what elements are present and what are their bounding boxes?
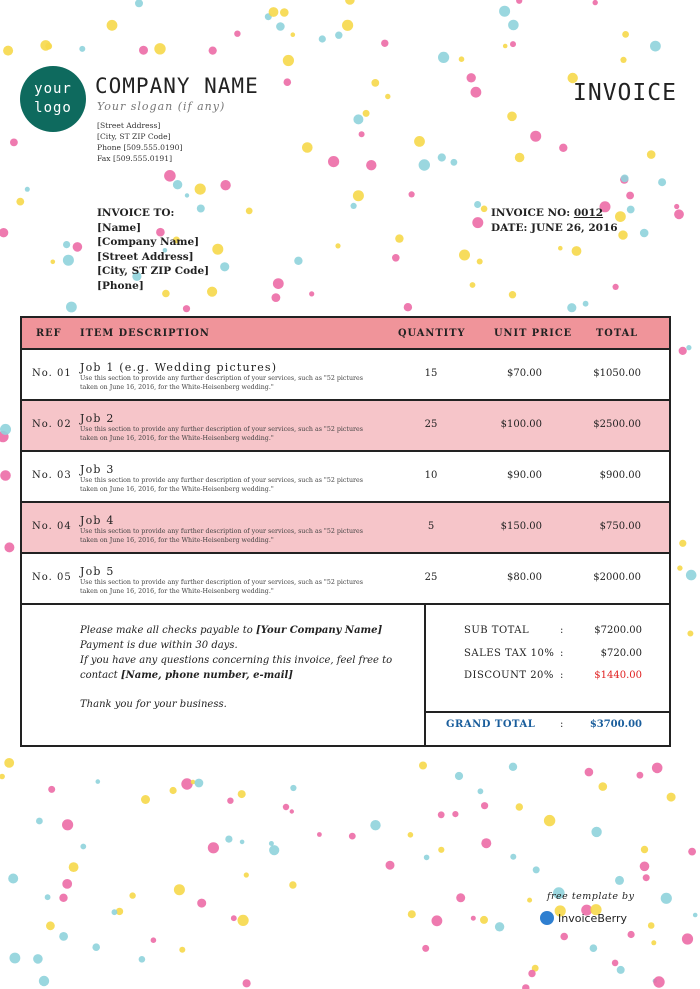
- logo-text-line2: logo: [34, 100, 72, 116]
- background-dot: [349, 833, 356, 840]
- background-dot: [283, 804, 289, 810]
- background-dot: [353, 190, 364, 201]
- background-dot: [559, 144, 567, 152]
- background-dot: [59, 894, 67, 902]
- background-dot: [45, 43, 52, 50]
- credit-text: free template by: [547, 891, 635, 902]
- background-dot: [238, 915, 249, 926]
- bill-to-phone: [Phone]: [97, 279, 144, 292]
- bill-to-city: [City, ST ZIP Code]: [97, 265, 210, 278]
- background-dot: [516, 803, 523, 810]
- background-dot: [220, 180, 230, 190]
- background-dot: [39, 976, 49, 986]
- background-dot: [583, 301, 589, 307]
- header-ref: REF: [36, 328, 62, 339]
- background-dot: [62, 819, 73, 830]
- background-dot: [558, 246, 563, 251]
- company-city: [City, ST ZIP Code]: [97, 132, 171, 141]
- row-ref: No. 04: [32, 521, 72, 532]
- background-dot: [451, 159, 458, 166]
- background-dot: [225, 836, 232, 843]
- background-dot: [10, 953, 21, 964]
- background-dot: [395, 234, 403, 242]
- background-dot: [79, 46, 85, 52]
- row-total: $900.00: [599, 470, 641, 481]
- grand-total-divider: [424, 711, 669, 713]
- background-dot: [0, 228, 8, 237]
- background-dot: [59, 932, 68, 941]
- background-dot: [626, 192, 634, 200]
- background-dot: [174, 884, 185, 895]
- background-dot: [591, 827, 601, 837]
- background-dot: [291, 32, 296, 37]
- background-dot: [620, 57, 626, 63]
- background-dot: [197, 899, 206, 908]
- background-dot: [409, 191, 415, 197]
- background-dot: [459, 250, 470, 261]
- row-total: $2000.00: [593, 572, 641, 583]
- background-dot: [234, 31, 240, 37]
- background-dot: [0, 774, 5, 780]
- company-fax: Fax [509.555.0191]: [97, 154, 173, 163]
- background-dot: [366, 160, 376, 170]
- bill-to-block: [97, 206, 209, 294]
- subtotal-colon: :: [560, 625, 564, 636]
- background-dot: [290, 809, 294, 813]
- background-dot: [284, 78, 292, 86]
- background-dot: [478, 788, 484, 794]
- background-dot: [648, 922, 655, 929]
- background-dot: [170, 787, 177, 794]
- bill-to-name: [Name]: [97, 221, 142, 234]
- company-address: [97, 120, 182, 164]
- background-dot: [612, 960, 619, 967]
- background-dot: [438, 811, 445, 818]
- background-dot: [179, 947, 185, 953]
- payment-notes: [80, 623, 410, 712]
- background-dot: [63, 255, 74, 266]
- background-dot: [652, 763, 663, 774]
- background-dot: [432, 915, 443, 926]
- table-row: [20, 452, 671, 503]
- note-questions: If you have any questions concerning this invoice, feel free to: [80, 655, 393, 666]
- background-dot: [8, 874, 18, 884]
- background-dot: [628, 931, 635, 938]
- invoice-number-label: INVOICE NO:: [491, 207, 571, 219]
- background-dot: [345, 0, 355, 5]
- background-dot: [651, 940, 656, 945]
- background-dot: [139, 46, 148, 55]
- row-title: Job 2: [80, 412, 115, 425]
- background-dot: [309, 291, 314, 296]
- background-dot: [69, 862, 79, 872]
- background-dot: [289, 881, 296, 888]
- background-dot: [424, 855, 430, 861]
- row-description: Use this section to provide any further description of your services, such as "52 pictures taken on June 16, 2016, for the White-Heisenberg wedding.": [80, 528, 363, 544]
- row-title: Job 4: [80, 514, 115, 527]
- background-dot: [572, 246, 582, 256]
- background-dot: [33, 954, 43, 964]
- background-dot: [351, 203, 357, 209]
- background-dot: [455, 772, 463, 780]
- background-dot: [283, 55, 294, 66]
- background-dot: [363, 110, 370, 117]
- background-dot: [679, 540, 686, 547]
- background-dot: [560, 933, 568, 941]
- background-dot: [141, 795, 150, 804]
- note-contact-details: [Name, phone number, e-mail]: [120, 670, 294, 681]
- invoiceberry-brand: InvoiceBerry: [558, 911, 628, 925]
- background-dot: [471, 916, 476, 921]
- background-dot: [599, 782, 608, 791]
- background-dot: [290, 785, 296, 791]
- table-row: [20, 554, 671, 605]
- background-dot: [129, 892, 135, 898]
- row-title: Job 5: [80, 565, 115, 578]
- background-dot: [73, 242, 83, 252]
- background-dot: [195, 184, 206, 195]
- background-dot: [618, 230, 627, 239]
- background-dot: [419, 762, 427, 770]
- background-dot: [408, 832, 414, 838]
- table-footer: [20, 605, 671, 747]
- invoice-meta: [491, 206, 618, 236]
- background-dot: [4, 758, 14, 768]
- background-dot: [328, 156, 339, 167]
- bill-to-company: [Company Name]: [97, 236, 200, 249]
- invoiceberry-link[interactable]: [540, 911, 627, 925]
- background-dot: [269, 841, 274, 846]
- bill-to-heading: INVOICE TO:: [97, 207, 175, 219]
- background-dot: [693, 913, 698, 918]
- background-dot: [438, 52, 449, 63]
- row-unit-price: $150.00: [500, 521, 542, 532]
- sales-tax-label: SALES TAX 10%: [464, 648, 555, 659]
- note-payable-company: [Your Company Name]: [256, 625, 383, 636]
- background-dot: [96, 779, 101, 784]
- background-dot: [195, 779, 204, 788]
- table-header: [20, 316, 671, 350]
- background-dot: [112, 909, 118, 915]
- background-dot: [470, 282, 476, 288]
- background-dot: [16, 198, 24, 206]
- footer-divider: [424, 605, 426, 745]
- background-dot: [509, 763, 517, 771]
- background-dot: [477, 259, 483, 265]
- background-dot: [273, 278, 284, 289]
- background-dot: [183, 305, 190, 312]
- background-dot: [317, 832, 322, 837]
- background-dot: [471, 87, 482, 98]
- background-dot: [62, 879, 72, 889]
- header-quantity: QUANTITY: [398, 328, 466, 339]
- background-dot: [481, 206, 488, 213]
- discount-colon: :: [560, 670, 564, 681]
- background-dot: [459, 56, 465, 62]
- background-dot: [516, 0, 522, 4]
- background-dot: [533, 866, 540, 873]
- row-unit-price: $70.00: [507, 368, 542, 379]
- background-dot: [246, 208, 253, 215]
- background-dot: [452, 811, 458, 817]
- background-dot: [212, 244, 223, 255]
- row-total: $1050.00: [593, 368, 641, 379]
- company-logo: [20, 66, 86, 132]
- background-dot: [92, 943, 100, 951]
- background-dot: [661, 893, 672, 904]
- background-dot: [46, 921, 55, 930]
- background-dot: [319, 35, 326, 42]
- background-dot: [66, 302, 77, 313]
- background-dot: [510, 854, 516, 860]
- background-dot: [677, 565, 682, 570]
- background-dot: [499, 6, 510, 17]
- background-dot: [567, 303, 576, 312]
- background-dot: [359, 131, 365, 137]
- background-dot: [139, 956, 146, 963]
- background-dot: [335, 32, 342, 39]
- background-dot: [653, 976, 664, 987]
- background-dot: [621, 175, 629, 183]
- background-dot: [335, 243, 340, 248]
- background-dot: [422, 945, 429, 952]
- header-description: ITEM DESCRIPTION: [80, 328, 210, 339]
- row-description: Use this section to provide any further description of your services, such as "52 pictures taken on June 16, 2016, for the White-Heisenberg wedding.": [80, 375, 363, 391]
- row-quantity: 15: [424, 368, 438, 379]
- background-dot: [302, 142, 313, 153]
- background-dot: [544, 815, 555, 826]
- table-row: [20, 503, 671, 554]
- background-dot: [0, 470, 11, 481]
- invoiceberry-logo-icon: [540, 911, 554, 925]
- background-dot: [640, 862, 650, 872]
- background-dot: [0, 424, 11, 435]
- background-dot: [154, 43, 165, 54]
- sales-tax-colon: :: [560, 648, 564, 659]
- background-dot: [135, 0, 143, 7]
- background-dot: [419, 159, 430, 170]
- row-title: Job 1 (e.g. Wedding pictures): [80, 361, 278, 374]
- background-dot: [456, 893, 465, 902]
- background-dot: [686, 570, 697, 581]
- background-dot: [627, 206, 635, 214]
- background-dot: [272, 293, 281, 302]
- header-total: TOTAL: [596, 328, 639, 339]
- background-dot: [381, 40, 388, 47]
- background-dot: [688, 848, 696, 856]
- background-dot: [243, 979, 251, 987]
- background-dot: [640, 229, 649, 238]
- row-title: Job 3: [80, 463, 115, 476]
- table-row: [20, 350, 671, 401]
- background-dot: [173, 180, 182, 189]
- background-dot: [637, 772, 644, 779]
- background-dot: [164, 170, 176, 182]
- background-dot: [617, 966, 625, 974]
- row-quantity: 10: [424, 470, 438, 481]
- background-dot: [480, 916, 488, 924]
- background-dot: [414, 136, 425, 147]
- background-dot: [45, 894, 51, 900]
- row-quantity: 5: [427, 521, 435, 532]
- row-description: Use this section to provide any further description of your services, such as "52 pictures taken on June 16, 2016, for the White-Heisenberg wedding.": [80, 579, 363, 595]
- background-dot: [36, 818, 43, 825]
- row-ref: No. 01: [32, 368, 72, 379]
- note-payable: [80, 623, 410, 638]
- row-quantity: 25: [424, 419, 438, 430]
- background-dot: [386, 861, 395, 870]
- background-dot: [658, 178, 666, 186]
- company-name: COMPANY NAME: [95, 74, 259, 98]
- row-description: Use this section to provide any further description of your services, such as "52 pictures taken on June 16, 2016, for the White-Heisenberg wedding.": [80, 426, 363, 442]
- background-dot: [495, 922, 504, 931]
- background-dot: [63, 241, 70, 248]
- background-dot: [269, 7, 279, 17]
- background-dot: [48, 786, 55, 793]
- background-dot: [474, 201, 481, 208]
- background-dot: [438, 847, 444, 853]
- background-dot: [667, 793, 676, 802]
- row-total: $750.00: [599, 521, 641, 532]
- row-ref: No. 03: [32, 470, 72, 481]
- discount-label: DISCOUNT 20%: [464, 670, 554, 681]
- background-dot: [244, 872, 249, 877]
- subtotal-label: SUB TOTAL: [464, 625, 530, 636]
- background-dot: [472, 217, 483, 228]
- background-dot: [467, 73, 476, 82]
- background-dot: [4, 542, 14, 552]
- background-dot: [686, 345, 691, 350]
- note-due: Payment is due within 30 days.: [80, 640, 238, 651]
- background-dot: [527, 898, 532, 903]
- grand-total-label: GRAND TOTAL: [446, 719, 536, 730]
- company-slogan: Your slogan (if any): [97, 100, 226, 113]
- background-dot: [353, 114, 363, 124]
- row-quantity: 25: [424, 572, 438, 583]
- background-dot: [185, 193, 189, 197]
- background-dot: [209, 47, 217, 55]
- background-dot: [238, 790, 246, 798]
- background-dot: [408, 910, 416, 918]
- background-dot: [481, 802, 488, 809]
- note-contact-text: contact: [80, 670, 121, 681]
- background-dot: [151, 937, 157, 943]
- bill-to-street: [Street Address]: [97, 250, 194, 263]
- background-dot: [107, 20, 118, 31]
- background-dot: [481, 838, 491, 848]
- background-dot: [342, 20, 353, 31]
- background-dot: [508, 20, 519, 31]
- background-dot: [687, 631, 693, 637]
- background-dot: [181, 778, 192, 789]
- background-dot: [674, 209, 684, 219]
- background-dot: [231, 915, 237, 921]
- row-unit-price: $80.00: [507, 572, 542, 583]
- background-dot: [647, 150, 656, 159]
- background-dot: [392, 254, 400, 262]
- background-dot: [227, 798, 233, 804]
- row-unit-price: $90.00: [507, 470, 542, 481]
- note-payable-text: Please make all checks payable to: [80, 625, 256, 636]
- background-dot: [615, 876, 624, 885]
- background-dot: [510, 41, 516, 47]
- row-total: $2500.00: [593, 419, 641, 430]
- invoice-number-line: [491, 206, 618, 221]
- background-dot: [530, 131, 541, 142]
- grand-total-colon: :: [560, 719, 564, 730]
- background-dot: [51, 260, 56, 265]
- background-dot: [643, 874, 650, 881]
- row-ref: No. 05: [32, 572, 72, 583]
- background-dot: [679, 347, 687, 355]
- background-dot: [674, 204, 679, 209]
- background-dot: [208, 842, 219, 853]
- header-unit-price: UNIT PRICE: [494, 328, 573, 339]
- grand-total-value: $3700.00: [589, 719, 642, 730]
- row-ref: No. 02: [32, 419, 72, 430]
- background-dot: [385, 94, 390, 99]
- background-dot: [276, 22, 285, 31]
- note-contact: [80, 668, 410, 683]
- company-street: [Street Address]: [97, 121, 161, 130]
- background-dot: [370, 820, 380, 830]
- invoice-number: 0012: [573, 207, 604, 219]
- background-dot: [650, 41, 661, 52]
- sales-tax-value: $720.00: [600, 648, 642, 659]
- background-dot: [585, 768, 594, 777]
- invoice-date: DATE: JUNE 26, 2016: [491, 222, 618, 234]
- background-dot: [269, 845, 279, 855]
- background-dot: [404, 303, 412, 311]
- items-table: [20, 316, 671, 747]
- background-dot: [503, 44, 508, 49]
- table-row: [20, 401, 671, 452]
- note-thanks: Thank you for your business.: [80, 699, 227, 710]
- background-dot: [220, 262, 229, 271]
- background-dot: [522, 984, 529, 989]
- background-dot: [280, 8, 289, 17]
- logo-text-line1: your: [34, 81, 72, 97]
- company-phone: Phone [509.555.0190]: [97, 143, 183, 152]
- background-dot: [371, 79, 379, 87]
- background-dot: [641, 846, 648, 853]
- background-dot: [528, 970, 535, 977]
- subtotal-value: $7200.00: [594, 625, 642, 636]
- background-dot: [80, 844, 86, 850]
- row-unit-price: $100.00: [500, 419, 542, 430]
- background-dot: [240, 840, 245, 845]
- background-dot: [10, 139, 18, 147]
- background-dot: [593, 0, 598, 5]
- row-description: Use this section to provide any further description of your services, such as "52 pictures taken on June 16, 2016, for the White-Heisenberg wedding.": [80, 477, 363, 493]
- invoice-title: INVOICE: [573, 80, 677, 106]
- background-dot: [507, 112, 517, 122]
- background-dot: [515, 153, 525, 163]
- background-dot: [682, 933, 693, 944]
- background-dot: [613, 284, 619, 290]
- background-dot: [622, 31, 629, 38]
- background-dot: [590, 944, 598, 952]
- background-dot: [294, 257, 302, 265]
- background-dot: [509, 291, 516, 298]
- background-dot: [3, 46, 13, 56]
- background-dot: [438, 153, 446, 161]
- background-dot: [25, 187, 30, 192]
- discount-value: $1440.00: [594, 670, 642, 681]
